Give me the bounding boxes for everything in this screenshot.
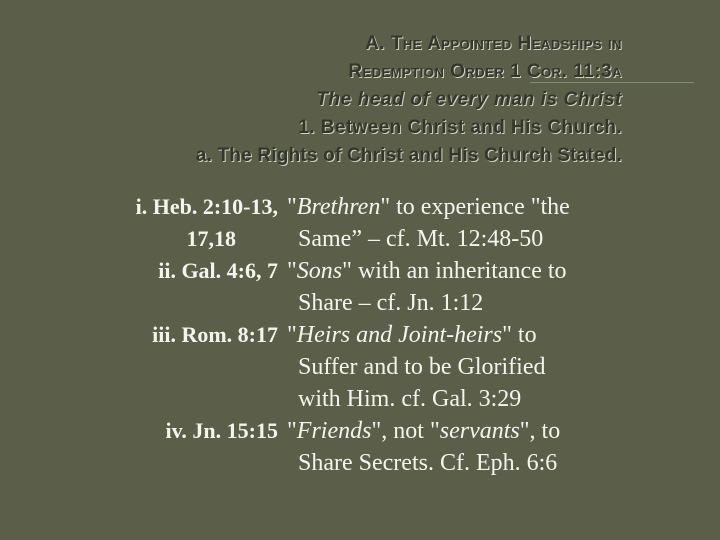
item-text: "Friends", not "servants", to [287, 418, 561, 444]
item-quote: Brethren [296, 194, 381, 220]
list-item-continuation [0, 447, 720, 479]
scripture-reference: ii. Gal. 4:6, 7 [158, 258, 278, 283]
header-quote: The head of every man is Christ [316, 89, 622, 110]
slide-header [196, 30, 622, 170]
item-text: "Sons" with an inheritance to [287, 258, 567, 284]
list-item [0, 319, 720, 351]
item-text-mid: , not [381, 418, 430, 444]
item-text-continued: Share – cf. Jn. 1:12 [298, 290, 484, 316]
item-text-rest: to [511, 322, 537, 348]
list-item-continuation [0, 383, 720, 415]
list-item [0, 191, 720, 223]
item-text-continued: with Him. cf. Gal. 3:29 [298, 386, 522, 412]
item-quote-secondary: servants [439, 418, 520, 444]
item-text-rest: with an inheritance to [351, 258, 567, 284]
header-subtitle: Redemption Order 1 Cor. 11:3a [348, 61, 622, 82]
scripture-reference-continued: 17,18 [186, 226, 236, 251]
header-subpoint: a. The Rights of Christ and His Church Stated. [195, 145, 622, 166]
list-item-continuation [0, 223, 720, 255]
header-point: 1. Between Christ and His Church. [298, 117, 622, 138]
scripture-reference: iii. Rom. 8:17 [152, 322, 278, 347]
item-text-continued: Share Secrets. Cf. Eph. 6:6 [298, 450, 558, 476]
item-text-continued: Suffer and to be Glorified [298, 354, 546, 380]
list-item [0, 255, 720, 287]
scripture-reference: i. Heb. 2:10-13, [135, 194, 278, 219]
list-item-continuation [0, 351, 720, 383]
list-item-continuation [0, 287, 720, 319]
item-text-rest: to experience "the [390, 194, 570, 220]
item-text: "Heirs and Joint-heirs" to [287, 322, 537, 348]
item-quote: Heirs and Joint-heirs [296, 322, 503, 348]
item-text-rest: , to [529, 418, 561, 444]
list-item [0, 415, 720, 447]
item-quote: Sons [296, 258, 343, 284]
rights-list [0, 191, 720, 479]
scripture-reference: iv. Jn. 15:15 [165, 418, 278, 443]
item-text: "Brethren" to experience "the [287, 194, 570, 220]
header-title: A. The Appointed Headships in [365, 33, 622, 54]
item-quote: Friends [296, 418, 372, 444]
item-text-continued: Same” – cf. Mt. 12:48-50 [298, 226, 544, 252]
